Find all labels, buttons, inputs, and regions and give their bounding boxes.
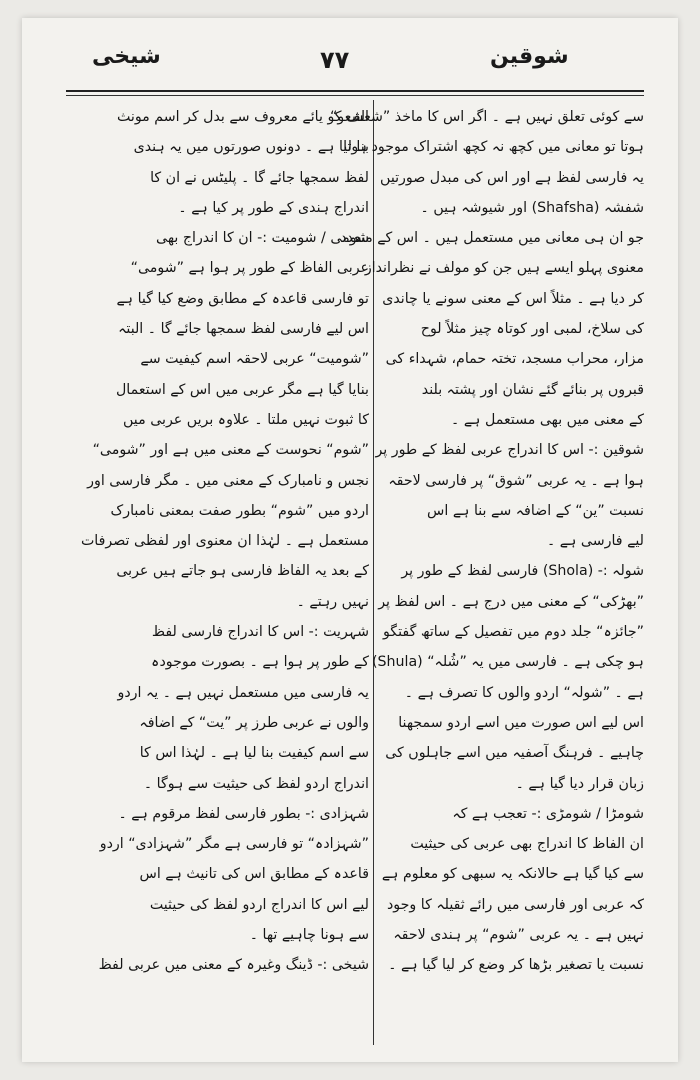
text-line: نسبت ”ین“ کے اضافہ سے بنا ہے اس — [427, 502, 644, 519]
text-line: کی سلاخ، لمبی اور کوتاہ چیز مثلاً لوح — [420, 321, 644, 338]
page-number: ۷۷ — [320, 46, 350, 74]
text-line: نہیں رہتے ۔ — [296, 593, 369, 610]
text-line: ”شوم“ نحوست کے معنی میں ہے اور ”شومی“ — [92, 442, 369, 459]
entry-heading-line: شیخی :- ڈینگ وغیرہ کے معنی میں عربی لفظ — [98, 957, 369, 974]
text-line: اندراج ہندی کے طور پر کیا ہے ۔ — [178, 199, 369, 216]
text-line: لیے فارسی ہے ۔ — [546, 533, 644, 550]
text-line: اردو میں ”شوم“ بطور صفت بمعنی نامبارک — [110, 502, 369, 519]
text-line: معنوی پہلو ایسے ہیں جن کو مولف نے نظرانداز — [364, 260, 644, 277]
text-line: سے اسم کیفیت بنا لیا ہے ۔ لہٰذا اس کا — [139, 745, 369, 762]
text-line: چاہیے ۔ فرہنگ آصفیہ میں اسے جاہلوں کی — [385, 745, 644, 762]
text-line: کے بعد یہ الفاظ فارسی ہو جاتے ہیں عربی — [116, 563, 369, 580]
text-line: ہے ۔ ”شولہ“ اردو والوں کا تصرف ہے ۔ — [404, 684, 644, 701]
text-line: مستعمل ہے ۔ لہٰذا ان معنوی اور لفظی تصرفات — [80, 533, 369, 550]
text-line: تو فارسی قاعدہ کے مطابق وضع کیا گیا ہے — [116, 290, 369, 307]
text-line: بنایا گیا ہے مگر عربی میں اس کے استعمال — [115, 381, 369, 398]
header-rule-thin — [66, 95, 644, 96]
text-line: ہوتا تو معانی میں کچھ نہ کچھ اشتراک موجود ہوتا — [343, 139, 644, 156]
entry-heading-line: شہریت :- اس کا اندراج فارسی لفظ — [151, 624, 369, 641]
running-header-right: شوقین — [490, 44, 569, 69]
text-line: لیے اس کا اندراج اردو لفظ کی حیثیت — [149, 896, 369, 913]
left-column — [72, 102, 369, 981]
text-line: ان الفاظ کا اندراج بھی عربی کی حیثیت — [410, 836, 644, 853]
text-line: کے معنی میں بھی مستعمل ہے ۔ — [451, 411, 644, 428]
text-line: ”جائزہ“ جلد دوم میں تفصیل کے ساتھ گفتگو — [382, 624, 644, 641]
text-line: مزار، محراب مسجد، تختہ حمام، شہداء کی — [385, 351, 644, 368]
header-rule — [66, 90, 644, 92]
text-line: شفشہ (Shafsha) اور شیوشہ ہیں ۔ — [420, 199, 644, 216]
text-line: الف کو یائے معروف سے بدل کر اسم مونث — [116, 109, 369, 125]
text-line: قاعدہ کے مطابق اس کی تانیث ہے اس — [139, 866, 369, 883]
text-line: اس لیے اس صورت میں اسے اردو سمجھنا — [398, 714, 644, 731]
text-line: ہو چکی ہے ۔ فارسی میں یہ ”شُلہ“ (Shula) — [371, 654, 644, 671]
text-line: والوں نے عربی طرز پر ”یت“ کے اضافہ — [139, 714, 369, 731]
text-line: سے کوئی تعلق نہیں ہے ۔ اگر اس کا ماخذ ”شعشعو“ — [329, 109, 644, 125]
text-line: یہ فارسی لفظ ہے اور اس کی مبدل صورتیں — [380, 169, 644, 186]
text-line: اندراج اردو لفظ کی حیثیت سے ہوگا ۔ — [143, 775, 369, 792]
entry-heading-line: شومی / شومیت :- ان کا اندراج بھی — [156, 230, 369, 247]
text-line: کے طور پر ہوا ہے ۔ بصورت موجودہ — [151, 654, 369, 671]
text-line: سے ہونا چاہیے تھا ۔ — [249, 927, 369, 944]
text-line: لفظ سمجھا جائے گا ۔ پلیٹس نے ان کا — [150, 169, 369, 186]
entry-heading-line: شہزادی :- بطور فارسی لفظ مرقوم ہے ۔ — [118, 805, 369, 822]
text-line: کا ثبوت نہیں ملتا ۔ علاوہ بریں عربی میں — [123, 411, 369, 428]
running-header-left: شیخی — [92, 44, 161, 69]
text-line: عربی الفاظ کے طور پر ہوا ہے ”شومی“ — [130, 260, 369, 277]
entry-heading-line: شولہ :- (Shola) فارسی لفظ کے طور پر — [401, 563, 644, 580]
text-line: سے کیا گیا ہے حالانکہ یہ سبھی کو معلوم ہے — [381, 866, 644, 883]
text-line: زبان قرار دیا گیا ہے ۔ — [515, 775, 644, 792]
entry-heading-line: شوقین :- اس کا اندراج عربی لفظ کے طور پر — [375, 442, 644, 459]
text-line: یہ فارسی میں مستعمل نہیں ہے ۔ یہ اردو — [117, 684, 369, 701]
text-line: قبروں پر بنائے گئے نشان اور پشتہ بلند — [421, 381, 644, 398]
text-line: ہوا ہے ۔ یہ عربی ”شوق“ پر فارسی لاحقہ — [388, 472, 644, 489]
text-line: ”بھڑکی“ کے معنی میں درج ہے ۔ اس لفظ پر — [378, 593, 644, 610]
text-line: ”شومیت“ عربی لاحقہ اسم کیفیت سے — [140, 351, 369, 368]
text-line: ”شہزادہ“ تو فارسی ہے مگر ”شہزادی“ اردو — [99, 836, 369, 853]
text-line: بنا لیا ہے ۔ دونوں صورتوں میں یہ ہندی — [133, 139, 369, 156]
text-line: نجس و نامبارک کے معنی میں ۔ مگر فارسی اور — [87, 472, 369, 489]
entry-heading-line: شومڑا / شومڑی :- تعجب ہے کہ — [452, 805, 644, 822]
text-line: کر دیا ہے ۔ مثلاً اس کے معنی سونے یا چاندی — [382, 290, 644, 307]
text-line: نسبت یا تصغیر بڑھا کر وضع کر لیا گیا ہے ۔ — [388, 957, 644, 974]
text-line: نہیں ہے ۔ یہ عربی ”شوم“ پر ہندی لاحقہ — [393, 927, 644, 944]
text-line: جو ان ہی معانی میں مستعمل ہیں ۔ اس کے متعدد — [340, 230, 644, 247]
text-line: کہ عربی اور فارسی میں رائے ثقیلہ کا وجود — [386, 896, 644, 913]
text-line: اس لیے فارسی لفظ سمجھا جائے گا ۔ البتہ — [118, 321, 369, 338]
